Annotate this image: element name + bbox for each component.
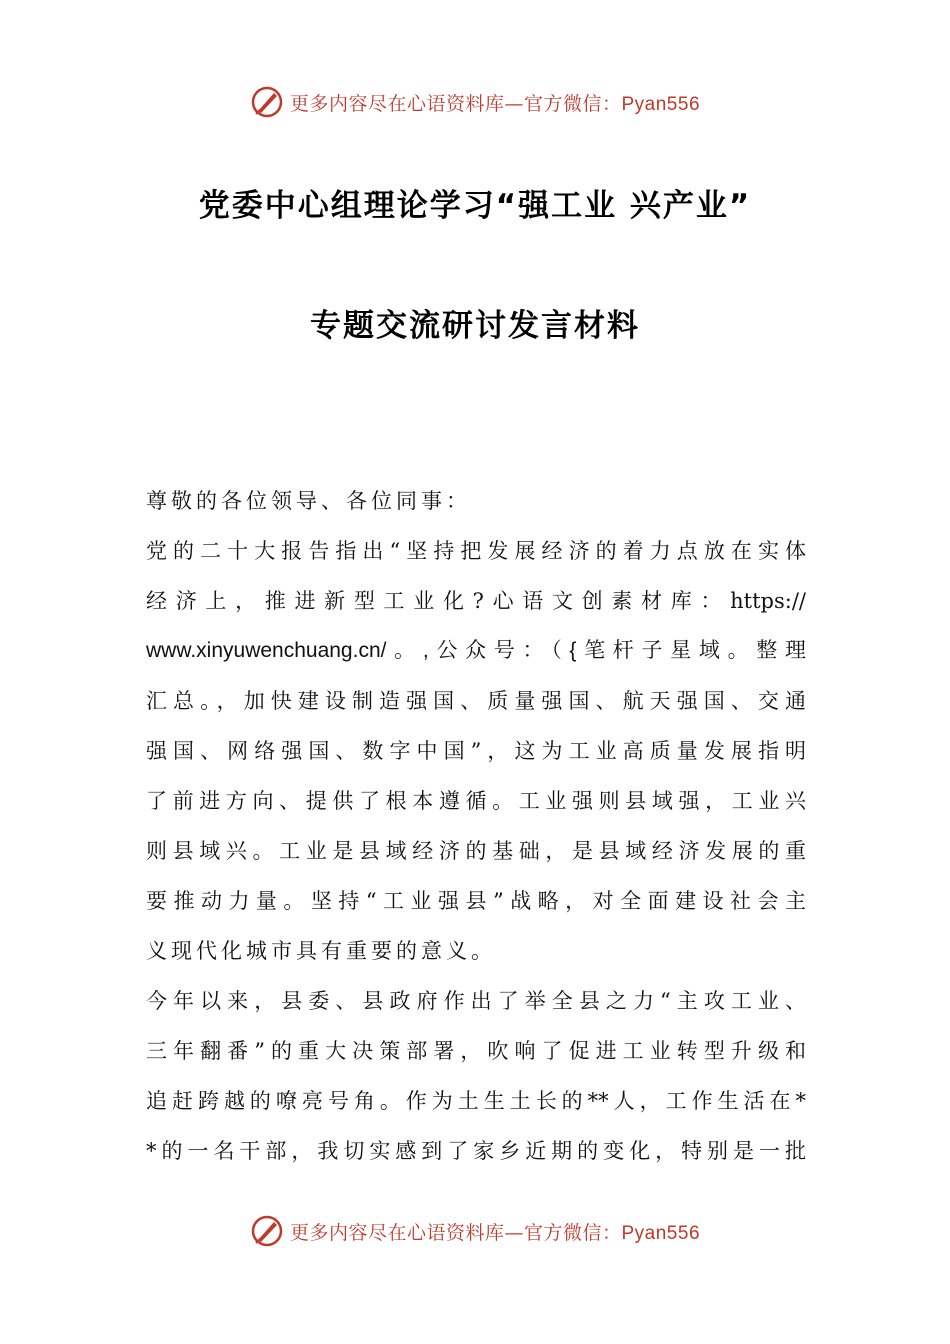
watermark-text: 更多内容尽在心语资料库—官方微信：Pyan556 — [289, 1221, 701, 1244]
document-title-line-2: 专题交流研讨发言材料 — [310, 308, 640, 344]
document-body — [146, 476, 806, 1176]
header-watermark — [0, 82, 950, 122]
body-line: 追赶跨越的嘹亮号角。作为土生土长的**人，工作生活在* — [146, 1089, 806, 1113]
body-line: 三年翻番”的重大决策部署，吹响了促进工业转型升级和 — [146, 1039, 806, 1063]
document-title-line-1: 党委中心组理论学习“强工业 兴产业” — [198, 188, 752, 224]
salutation: 尊敬的各位领导、各位同事： — [146, 489, 471, 513]
body-line: 了前进方向、提供了根本遵循。工业强则县域强，工业兴 — [146, 789, 806, 813]
body-line: *的一名干部，我切实感到了家乡近期的变化，特别是一批 — [146, 1139, 806, 1163]
body-line: 今年以来，县委、县政府作出了举全县之力“主攻工业、 — [146, 989, 806, 1013]
body-line: www.xinyuwenchuang.cn/。,公众号：（{笔杆子星域。整理 — [146, 639, 806, 662]
body-line: 汇总。，加快建设制造强国、质量强国、航天强国、交通 — [146, 689, 806, 713]
body-line: 党的二十大报告指出“坚持把发展经济的着力点放在实体 — [146, 539, 806, 563]
body-line: 则县域兴。工业是县域经济的基础，是县域经济发展的重 — [146, 839, 806, 863]
watermark-text: 更多内容尽在心语资料库—官方微信：Pyan556 — [289, 92, 701, 115]
body-line: 强国、网络强国、数字中国”，这为工业高质量发展指明 — [146, 739, 806, 763]
quill-logo-icon — [250, 85, 284, 119]
body-line: 义现代化城市具有重要的意义。 — [146, 939, 496, 963]
body-line: 要推动力量。坚持“工业强县”战略，对全面建设社会主 — [146, 889, 806, 913]
footer-watermark — [0, 1211, 950, 1251]
quill-logo-icon — [250, 1214, 284, 1248]
body-line: 经济上，推进新型工业化?心语文创素材库：https:// — [146, 589, 806, 613]
